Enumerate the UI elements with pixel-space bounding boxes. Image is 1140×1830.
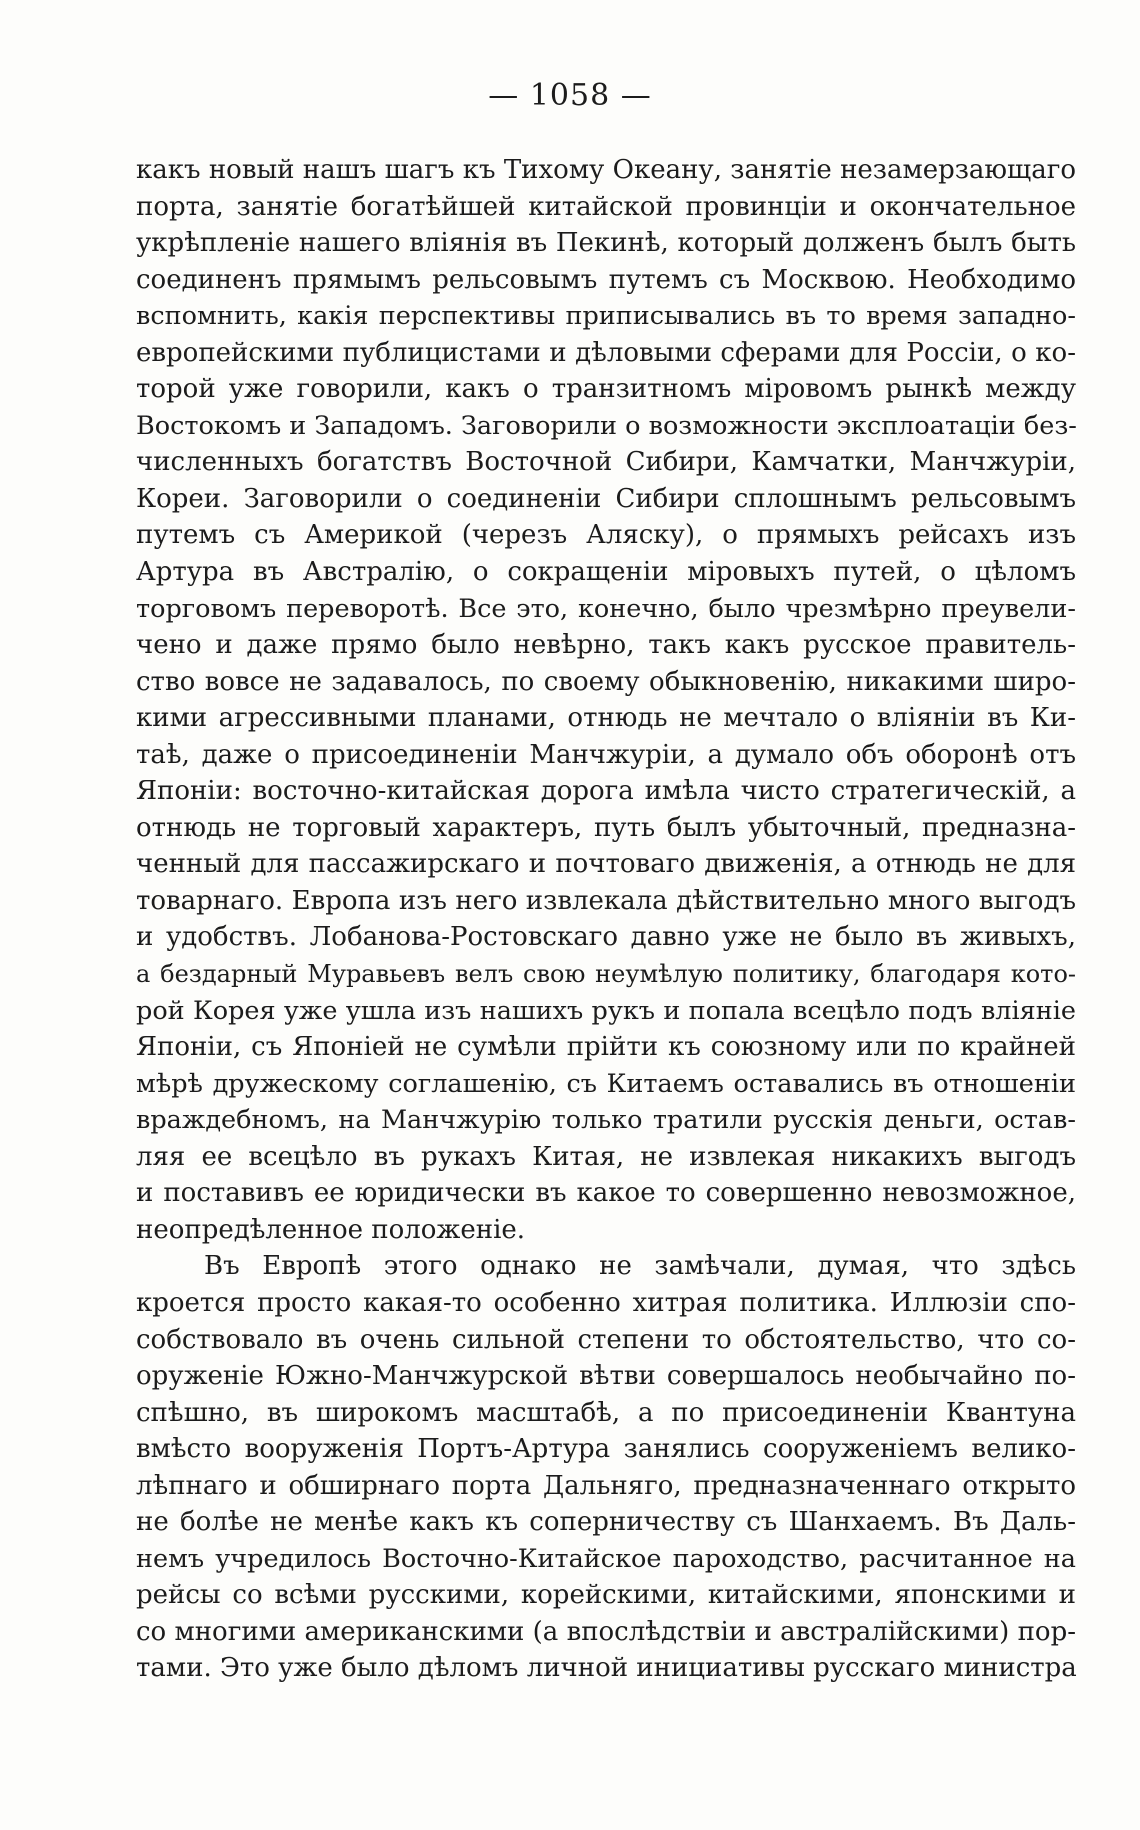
text-line: рейсы со всѣми русскими, корейскими, китайскими, японскими и xyxy=(136,1580,1076,1611)
text-line: отнюдь не торговый характеръ, путь былъ убыточный, предназна- xyxy=(136,812,1076,843)
text-line: оруженіе Южно-Манчжурской вѣтви совершалось необычайно по- xyxy=(136,1361,1076,1392)
text-line: соединенъ прямымъ рельсовымъ путемъ съ Москвою. Необходимо xyxy=(136,264,1076,295)
text-line: вспомнить, какія перспективы приписывались въ то время западно- xyxy=(136,301,1076,332)
text-line: Артура въ Австралію, о сокращеніи міровыхъ путей, о цѣломъ xyxy=(136,557,1076,588)
paragraph xyxy=(136,1248,1076,1687)
text-line: Востокомъ и Западомъ. Заговорили о возможности эксплоатаціи без- xyxy=(136,410,1077,441)
text-line: кроется просто какая-то особенно хитрая политика. Иллюзіи спо- xyxy=(136,1287,1076,1318)
text-line: немъ учредилось Восточно-Китайское пароходство, расчитанное на xyxy=(136,1543,1076,1574)
paragraph xyxy=(136,152,1076,1248)
text-line: укрѣпленіе нашего вліянія въ Пекинѣ, который долженъ былъ быть xyxy=(136,228,1076,259)
text-line: не болѣе не менѣе какъ къ соперничеству съ Шанхаемъ. Въ Даль- xyxy=(136,1507,1076,1538)
text-line: Въ Европѣ этого однако не замѣчали, думая, что здѣсь xyxy=(204,1251,1076,1282)
page-number: — 1058 — xyxy=(488,78,652,113)
text-line: со многими американскими (а впослѣдствіи и австралійскими) пор- xyxy=(136,1616,1076,1647)
text-line: Кореи. Заговорили о соединеніи Сибири сплошнымъ рельсовымъ xyxy=(136,483,1076,514)
text-line: лѣпнаго и обширнаго порта Дальняго, предназначеннаго открыто xyxy=(136,1470,1076,1501)
body-text xyxy=(136,152,1076,1687)
text-line: спѣшно, въ широкомъ масштабѣ, а по присоединеніи Квантуна xyxy=(136,1397,1076,1428)
text-line: неопредѣленное положеніе. xyxy=(136,1214,526,1245)
text-line: Японіи: восточно-китайская дорога имѣла чисто стратегическій, а xyxy=(136,776,1076,807)
text-line: таѣ, даже о присоединеніи Манчжуріи, а думало объ оборонѣ отъ xyxy=(136,739,1076,770)
text-line: ство вовсе не задавалось, по своему обыкновенію, никакими широ- xyxy=(136,666,1076,697)
text-line: и удобствъ. Лобанова-Ростовскаго давно уже не было въ живыхъ, xyxy=(136,922,1076,953)
text-line: чено и даже прямо было невѣрно, такъ какъ русское правитель- xyxy=(136,630,1076,661)
text-line: ляя ее всецѣло въ рукахъ Китая, не извлекая никакихъ выгодъ xyxy=(136,1141,1076,1172)
text-line: какъ новый нашъ шагъ къ Тихому Океану, занятіе незамерзающаго xyxy=(136,155,1076,185)
text-line: тами. Это уже было дѣломъ личной инициативы русскаго министра xyxy=(136,1653,1077,1684)
text-line: Японіи, съ Японіей не сумѣли прійти къ союзному или по крайней xyxy=(136,1032,1076,1063)
text-line: ченный для пассажирскаго и почтоваго движенія, а отнюдь не для xyxy=(136,849,1076,880)
text-line: путемъ съ Америкой (черезъ Аляску), о прямыхъ рейсахъ изъ xyxy=(136,520,1076,551)
text-line: вмѣсто вооруженія Портъ-Артура занялись сооруженіемъ велико- xyxy=(136,1434,1076,1465)
text-line: торговомъ переворотѣ. Все это, конечно, было чрезмѣрно преувели- xyxy=(136,593,1076,624)
text-line: и поставивъ ее юридически въ какое то совершенно невозможное, xyxy=(136,1178,1076,1209)
text-line: а бездарный Муравьевъ велъ свою неумѣлую политику, благодаря кото- xyxy=(136,960,1076,989)
text-line: враждебномъ, на Манчжурію только тратили русскія деньги, остав- xyxy=(136,1105,1076,1136)
text-line: кими агрессивными планами, отнюдь не мечтало о вліяніи въ Ки- xyxy=(136,703,1076,734)
text-line: товарнаго. Европа изъ него извлекала дѣйствительно много выгодъ xyxy=(136,885,1076,916)
text-line: рой Корея уже ушла изъ нашихъ рукъ и попала всецѣло подъ вліяніе xyxy=(136,995,1076,1026)
text-line: численныхъ богатствъ Восточной Сибири, Камчатки, Манчжуріи, xyxy=(136,447,1076,478)
text-line: европейскими публицистами и дѣловыми сферами для Россіи, о ко- xyxy=(136,337,1076,368)
text-line: собствовало въ очень сильной степени то обстоятельство, что со- xyxy=(136,1324,1076,1355)
text-line: торой уже говорили, какъ о транзитномъ міровомъ рынкѣ между xyxy=(136,374,1076,405)
text-line: мѣрѣ дружескому соглашенію, съ Китаемъ оставались въ отношеніи xyxy=(136,1068,1076,1099)
text-line: порта, занятіе богатѣйшей китайской провинціи и окончательное xyxy=(136,191,1076,222)
